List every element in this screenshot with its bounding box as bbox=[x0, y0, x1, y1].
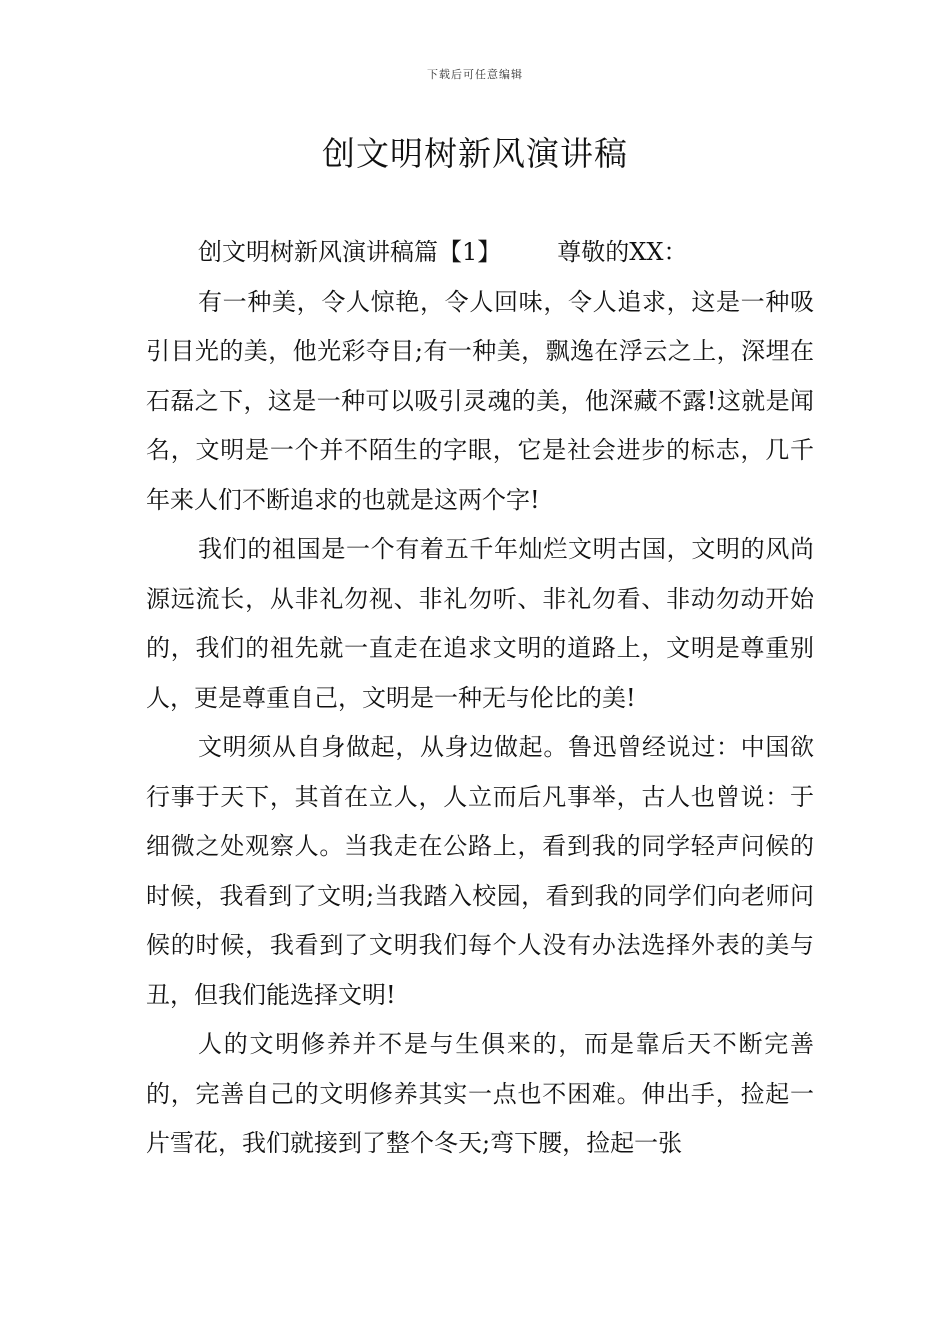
paragraph-4: 人的文明修养并不是与生俱来的，而是靠后天不断完善的，完善自己的文明修养其实一点也不困难。伸出手，捡起一片雪花，我们就接到了整个冬天;弯下腰，捡起一张 bbox=[146, 1030, 814, 1157]
paragraph-2: 我们的祖国是一个有着五千年灿烂文明古国，文明的风尚源远流长，从非礼勿视、非礼勿听、非礼勿看、非动勿动开始的，我们的祖先就一直走在追求文明的道路上，文明是尊重别人，更是尊重自己，文明是一种无与伦比的美! bbox=[146, 535, 814, 712]
page-title: 创文明树新风演讲稿 bbox=[322, 134, 628, 173]
subheading: 创文明树新风演讲稿篇【1】 bbox=[198, 238, 502, 266]
header-note: 下载后可任意编辑 bbox=[427, 68, 523, 81]
paragraph-1: 有一种美，令人惊艳，令人回味，令人追求，这是一种吸引目光的美，他光彩夺目;有一种美，飘逸在浮云之上，深埋在石磊之下，这是一种可以吸引灵魂的美，他深藏不露!这就是闻名，文明是一个并不陌生的字眼，它是社会进步的标志，几千年来人们不断追求的也就是这两个字! bbox=[146, 287, 814, 514]
document-body bbox=[146, 228, 814, 1169]
paragraph-3: 文明须从自身做起，从身边做起。鲁迅曾经说过：中国欲行事于天下，其首在立人，人立而后凡事举，古人也曾说：于细微之处观察人。当我走在公路上，看到我的同学轻声问候的时候，我看到了文明;当我踏入校园，看到我的同学们向老师问候的时候，我看到了文明我们每个人没有办法选择外表的美与丑，但我们能选择文明! bbox=[146, 733, 814, 1009]
salutation: 尊敬的XX： bbox=[557, 238, 688, 266]
opening-line bbox=[146, 228, 814, 278]
